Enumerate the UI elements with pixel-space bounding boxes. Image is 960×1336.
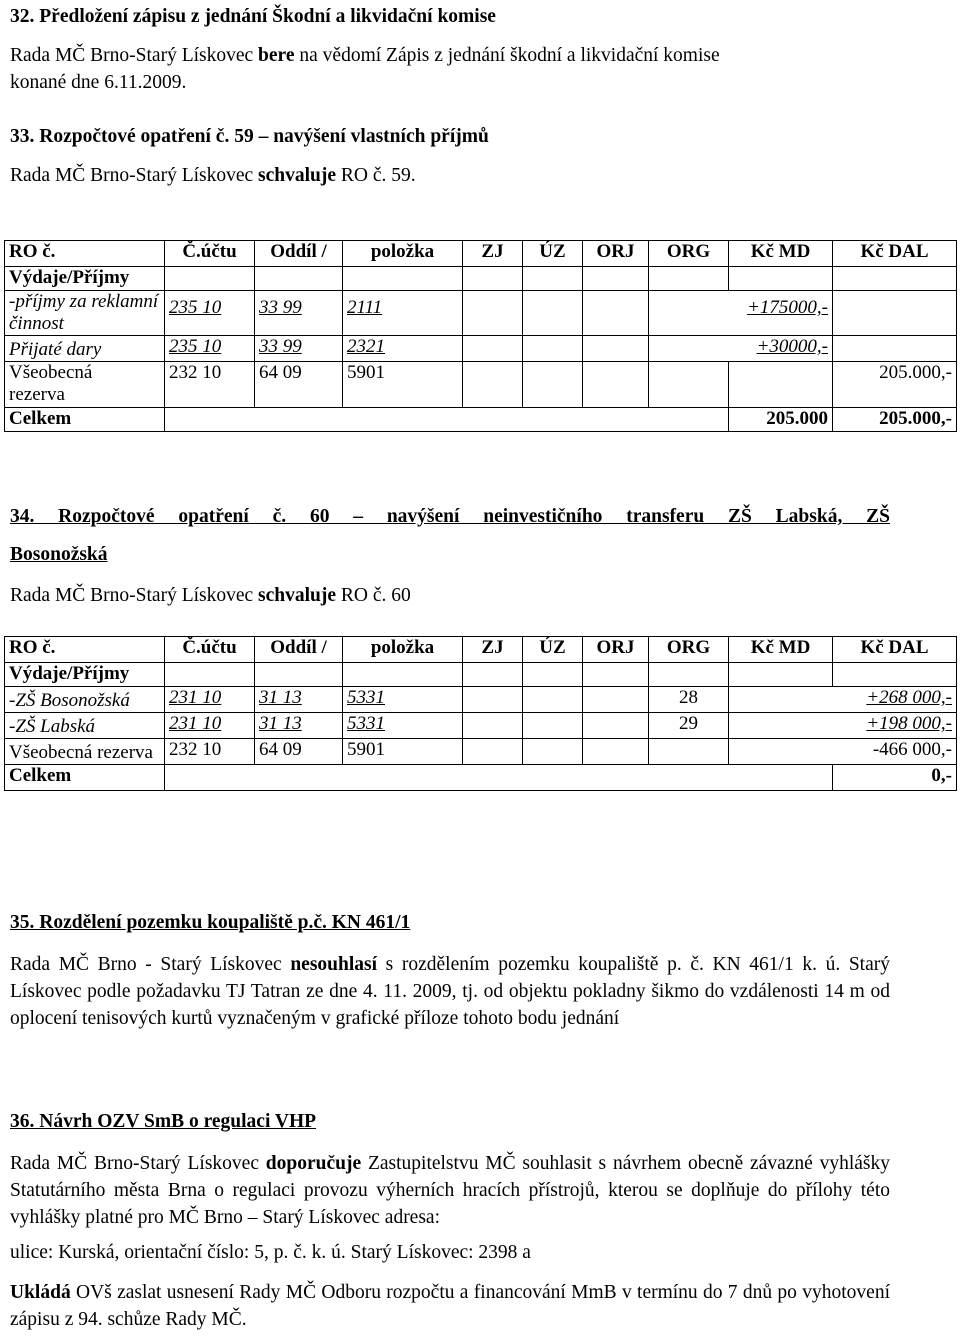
table-row: -ZŠ Bosonožská 231 10 31 13 5331 28 +268 000,- (5, 687, 957, 713)
header-polozka: položka (343, 241, 463, 267)
section-34-title-cont: Bosonožská (10, 544, 108, 565)
header-uz: ÚZ (523, 241, 583, 267)
table-total-row (5, 765, 957, 791)
table-row: -příjmy za reklamní činnost 235 10 33 99 2111 +175000,- (5, 291, 957, 336)
row-md: +30000,- (649, 336, 833, 362)
table-total-row (5, 408, 957, 432)
header-kc-dal: Kč DAL (833, 241, 957, 267)
section-36-text: Rada MČ Brno-Starý Lískovec doporučuje Zastupitelstvu MČ souhlasit s návrhem obecně závazné vyhlášky Statutárního města Brna o regulaci provozu výherních hracích přístrojů, kterou se doplňuje do přílohy této vyhlášky platné pro MČ Brno – Starý Lískovec adresa: (10, 1153, 890, 1228)
section-35-title: 35. Rozdělení pozemku koupaliště p.č. KN 461/1 (10, 912, 411, 933)
row-dal: -466 000,- (729, 739, 957, 765)
header-ro: RO č. (5, 241, 165, 267)
section-33-text: Rada MČ Brno-Starý Lískovec schvaluje RO č. 59. (10, 165, 416, 186)
header-ucet: Č.účtu (165, 241, 255, 267)
total-md: 205.000 (729, 408, 833, 432)
row-dal: 205.000,- (833, 362, 957, 408)
total-dal: 0,- (833, 765, 957, 791)
row-dal: +268 000,- (729, 687, 957, 713)
section-36-task: Ukládá OVš zaslat usnesení Rady MČ Odboru rozpočtu a financování MmB v termínu do 7 dnů po vyhotovení zápisu z 94. schůze Rady MČ. (10, 1282, 890, 1330)
header-kc-dal: Kč DAL (833, 637, 957, 663)
table-header-row (5, 241, 957, 267)
row-org: 28 (649, 687, 729, 713)
row-dal: +198 000,- (729, 713, 957, 739)
header-ucet: Č.účtu (165, 637, 255, 663)
table-row: Všeobecná rezerva 232 10 64 09 5901 -466 000,- (5, 739, 957, 765)
table-row: Všeobecná rezerva 232 10 64 09 5901 205.000,- (5, 362, 957, 408)
row-org: 29 (649, 713, 729, 739)
table-header-row (5, 637, 957, 663)
header-org: ORG (649, 241, 729, 267)
header-vydaje-prijmy: Výdaje/Příjmy (5, 267, 165, 291)
row-label: Všeobecná rezerva (5, 362, 165, 408)
row-label: -ZŠ Labská (5, 713, 165, 739)
header-ro: RO č. (5, 637, 165, 663)
section-32-date: konané dne 6.11.2009. (10, 72, 187, 93)
header-zj: ZJ (463, 637, 523, 663)
header-orj: ORJ (583, 637, 649, 663)
row-label: Všeobecná rezerva (5, 739, 165, 765)
header-kc-md: Kč MD (729, 637, 833, 663)
ro-59-table (4, 240, 957, 432)
section-32-text: Rada MČ Brno-Starý Lískovec bere na vědomí Zápis z jednání škodní a likvidační komise (10, 45, 720, 66)
header-kc-md: Kč MD (729, 241, 833, 267)
total-label: Celkem (5, 765, 165, 791)
section-34-text: Rada MČ Brno-Starý Lískovec schvaluje RO č. 60 (10, 585, 411, 606)
header-vydaje-prijmy: Výdaje/Příjmy (5, 663, 165, 687)
table-header2-row (5, 663, 957, 687)
total-dal: 205.000,- (833, 408, 957, 432)
row-label: Přijaté dary (5, 336, 165, 362)
header-oddil: Oddíl / (255, 241, 343, 267)
table-row: -ZŠ Labská 231 10 31 13 5331 29 +198 000,- (5, 713, 957, 739)
header-orj: ORJ (583, 241, 649, 267)
header-oddil: Oddíl / (255, 637, 343, 663)
ro-60-table (4, 636, 957, 791)
section-32-title: 32. Předložení zápisu z jednání Škodní a likvidační komise (10, 6, 496, 27)
header-uz: ÚZ (523, 637, 583, 663)
table-header2-row (5, 267, 957, 291)
table-row: Přijaté dary 235 10 33 99 2321 +30000,- (5, 336, 957, 362)
header-org: ORG (649, 637, 729, 663)
section-35-text: Rada MČ Brno - Starý Lískovec nesouhlasí s rozdělením pozemku koupaliště p. č. KN 461/1 k. ú. Starý Lískovec podle požadavku TJ Tatran ze dne 4. 11. 2009, tj. od objektu pokladny šikmo do vzdálenosti 14 m od oplocení tenisových kurtů vyznačeným v grafické příloze tohoto bodu jednání (10, 954, 890, 1029)
section-34-title: 34. Rozpočtové opatření č. 60 – navýšení neinvestičního transferu ZŠ Labská, ZŠ (10, 506, 890, 527)
header-polozka: položka (343, 637, 463, 663)
row-label: -ZŠ Bosonožská (5, 687, 165, 713)
row-md: +175000,- (649, 291, 833, 336)
row-label: -příjmy za reklamní činnost (5, 291, 165, 336)
section-36-title: 36. Návrh OZV SmB o regulaci VHP (10, 1111, 317, 1132)
header-zj: ZJ (463, 241, 523, 267)
section-33-title: 33. Rozpočtové opatření č. 59 – navýšení vlastních příjmů (10, 126, 489, 147)
section-36-address: ulice: Kurská, orientační číslo: 5, p. č. k. ú. Starý Lískovec: 2398 a (10, 1242, 531, 1263)
total-label: Celkem (5, 408, 165, 432)
